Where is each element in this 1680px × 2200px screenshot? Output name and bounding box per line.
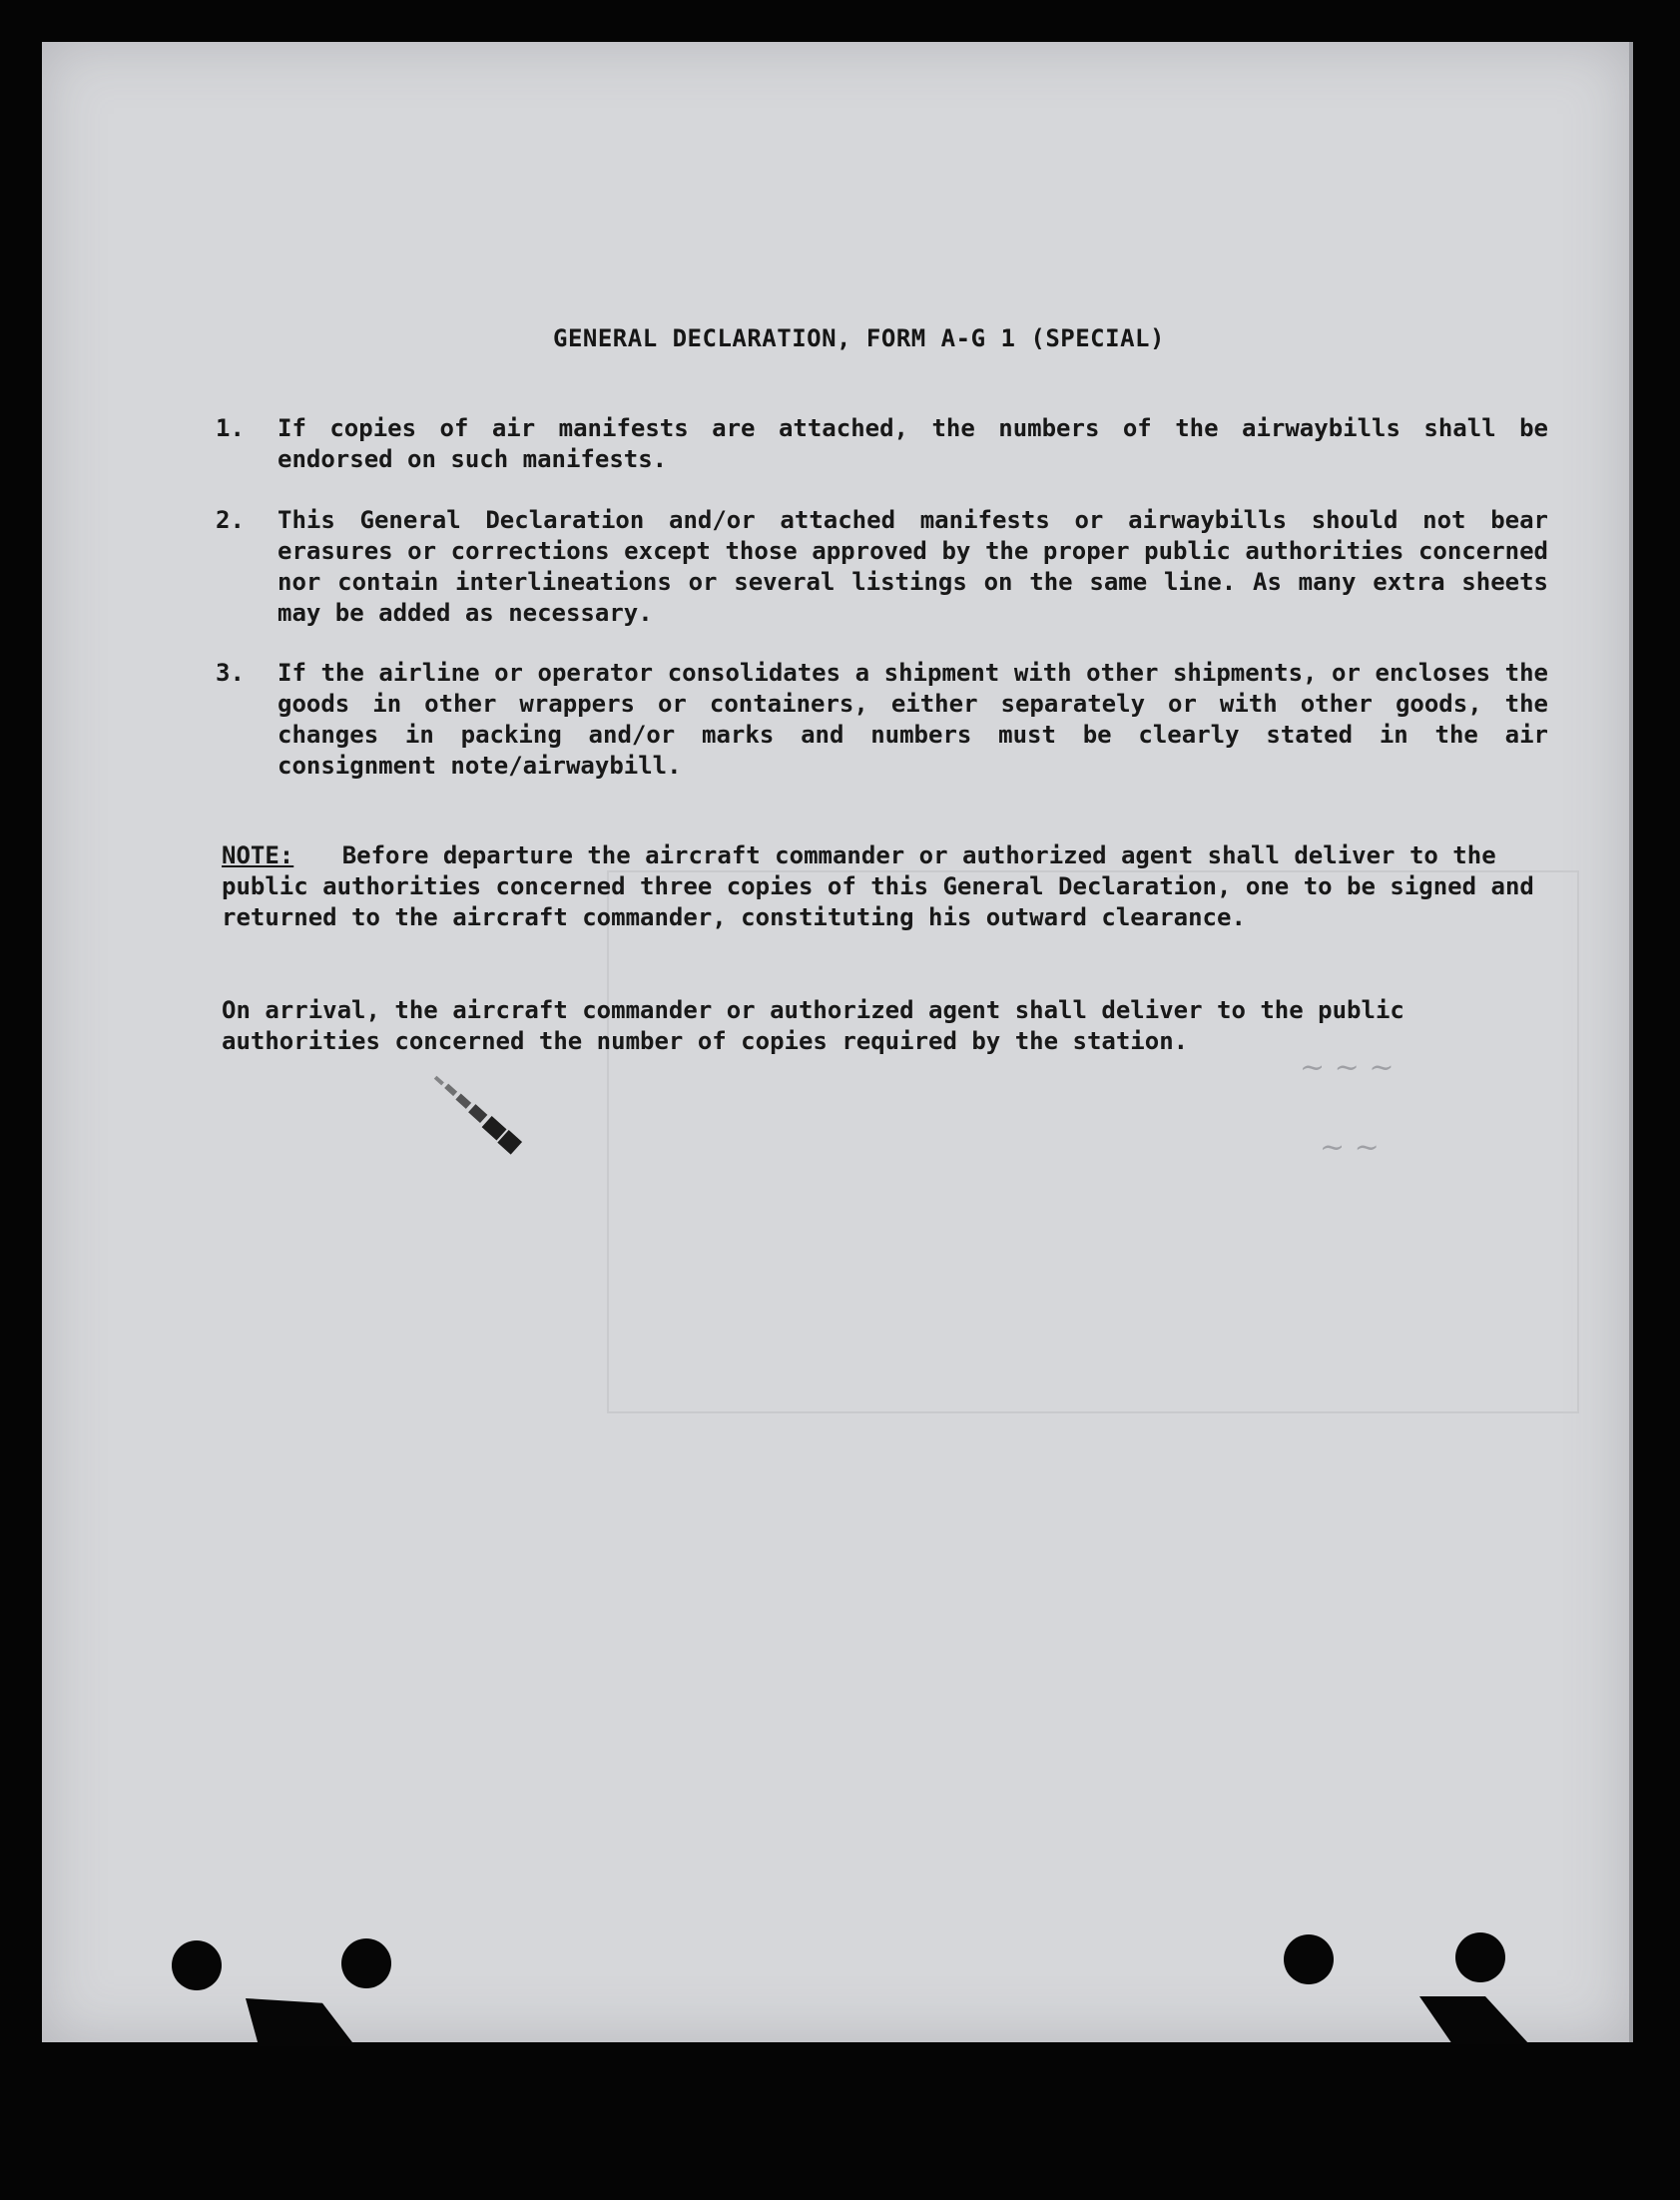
faint-handwriting: ~ ~ ~ (1300, 1050, 1395, 1085)
note-paragraph (222, 840, 1537, 933)
item-number: 2. (216, 506, 245, 534)
note-label: NOTE: (222, 841, 294, 869)
document-title: GENERAL DECLARATION, FORM A-G 1 (SPECIAL) (553, 324, 1165, 352)
show-through-box (607, 870, 1579, 1413)
punch-hole (1284, 1934, 1334, 1984)
note-text: Before departure the aircraft commander or authorized agent shall deliver to the public authorities concerned three copies of this General Declaration, one to be signed and returned to the aircraft commander, constituting his outward clearance. (222, 841, 1534, 931)
punch-hole (341, 1938, 391, 1988)
item-number: 1. (216, 414, 245, 442)
binder-tab-cutout (246, 1998, 355, 2046)
arrival-paragraph: On arrival, the aircraft commander or authorized agent shall deliver to the public authorities concerned the number of copies required by the station. (222, 996, 1404, 1055)
item-text: This General Declaration and/or attached manifests or airwaybills should not bear erasures or corrections except those approved by the proper public authorities concerned nor contain interlineations or several listings on the same line. As many extra sheets may be added as necessary. (278, 506, 1548, 627)
faint-handwriting: ~ ~ (1320, 1130, 1380, 1165)
ink-stamp-mark (401, 1052, 541, 1202)
document-page (42, 42, 1633, 2042)
binder-tab-cutout (1419, 1996, 1529, 2044)
item-text: If the airline or operator consolidates a shipment with other shipments, or encloses the goods in other wrappers or containers, either separately or with other goods, the changes in packing and/or marks and numbers must be clearly stated in the air consignment note/airwaybill. (278, 659, 1548, 780)
punch-hole (172, 1940, 222, 1990)
punch-hole (1455, 1932, 1505, 1982)
item-number: 3. (216, 659, 245, 687)
item-text: If copies of air manifests are attached, the numbers of the airwaybills shall be endorsed on such manifests. (278, 414, 1548, 473)
